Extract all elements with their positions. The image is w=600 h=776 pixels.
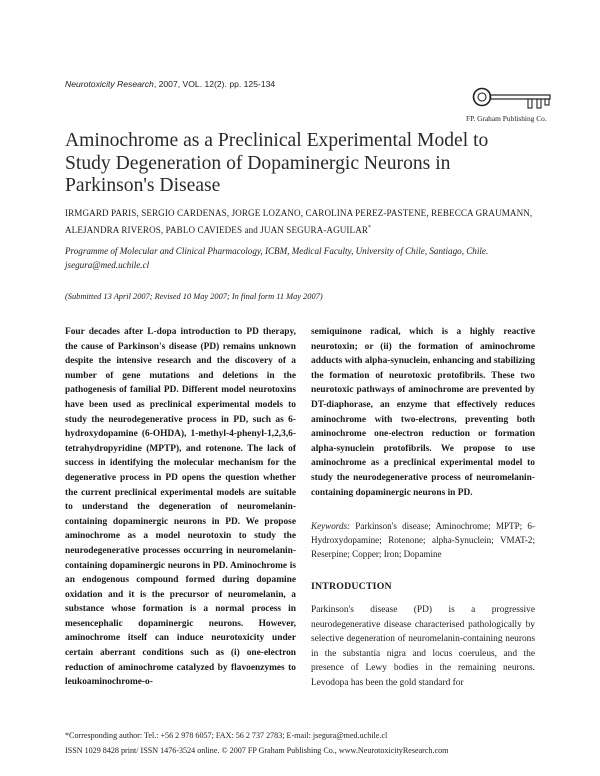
abstract-column-left: Four decades after L-dopa introduction to PD therapy, the cause of Parkinson's disease (PD) remains unknown despite the intensive research and the discovery of a number of gene mutations and deletions in the pathogenesis of familial PD. Different model neurotoxins have been used as preclinical experimental models to study the neurodegenerative process in PD, such as 6-hydroxydopamine (6-OHDA), 1-methyl-4-phenyl-1,2,3,6-tetrahydropyridine (MPTP), and rotenone. The lack of success in identifying the molecular mechanism for the degenerative process in PD opens the question whether the current preclinical experimental models are suitable to understand the degeneration of neuromelanin-containing dopaminergic neurons in PD. We propose aminochrome as a model neurotoxin to study the neurodegenerative processes occurring in neuromelanin-containing dopaminergic neurons in PD. Aminochrome is an endogenous compound formed during dopamine oxidation and it is the precursor of neuromelanin, a substance whose formation is a normal process in mesencephalic dopaminergic neurons. However, aminochrome itself can induce neurotoxicity under certain aberrant conditions such as (i) one-electron reduction of aminochrome catalyzed by flavoenzymes to leukoaminochrome-o- <box>65 327 296 688</box>
abstract-column-right: semiquinone radical, which is a highly reactive neurotoxin; or (ii) the formation of aminochrome adducts with alpha-synuclein, enhancing and stabilizing the formation of neurotoxic protofibrils. These two neurotoxic pathways of aminochrome are prevented by DT-diaphorase, an enzyme that effectively reduces aminochrome with two-electrons, preventing both aminochrome one-electron reduction or formation alpha-synuclein protofibrils. We propose to use aminochrome as a preclinical experimental model to study the neurodegenerative process of neuromelanin-containing dopaminergic neurons in PD. <box>311 327 535 498</box>
keywords-text: Parkinson's disease; Aminochrome; MPTP; 6-Hydroxydopamine; Rotenone; alpha-Synuclein; VMAT-2; Reserpine; Copper; Iron; Dopamine <box>311 521 535 560</box>
publisher-name: FP. Graham Publishing Co. <box>466 114 547 123</box>
author-list <box>65 206 545 238</box>
corresponding-author-mark: * <box>368 225 372 231</box>
issn-copyright-line: ISSN 1029 8428 print/ ISSN 1476-3524 online. © 2007 FP Graham Publishing Co., www.NeurotoxicityResearch.com <box>65 746 449 755</box>
keywords <box>311 519 535 562</box>
key-icon <box>470 86 552 112</box>
introduction-text: Parkinson's disease (PD) is a progressive neurodegenerative disease characterised pathologically by selective degeneration of neuromelanin-containing neurons in the substantia nigra and locus coeruleus, and the presence of Lewy bodies in the remaining neurons. Levodopa has been the gold standard for <box>311 605 535 688</box>
author-names: IRMGARD PARIS, SERGIO CARDENAS, JORGE LOZANO, CAROLINA PEREZ-PASTENE, REBECCA GRAUMANN, ALEJANDRA RIVEROS, PABLO CAVIEDES and JUAN SEGURA-AGUILAR <box>65 208 533 236</box>
journal-details: , 2007, VOL. 12(2). pp. 125-134 <box>153 79 276 89</box>
corresponding-author-footnote: *Corresponding author: Tel.: +56 2 978 6057; FAX: 56 2 737 2783; E-mail: jsegura@med.uchile.cl <box>65 731 388 740</box>
journal-name: Neurotoxicity Research <box>65 79 154 89</box>
journal-citation <box>65 79 275 89</box>
keywords-label: Keywords: <box>311 521 351 531</box>
article-title: Aminochrome as a Preclinical Experimental Model to Study Degeneration of Dopaminergic Neurons in Parkinson's Disease <box>65 130 489 196</box>
submission-dates: (Submitted 13 April 2007; Revised 10 May 2007; In final form 11 May 2007) <box>65 292 323 301</box>
section-heading-introduction: INTRODUCTION <box>311 581 392 592</box>
author-affiliation: Programme of Molecular and Clinical Pharmacology, ICBM, Medical Faculty, University of Chile, Santiago, Chile. jsegura@med.uchile.cl <box>65 246 489 270</box>
